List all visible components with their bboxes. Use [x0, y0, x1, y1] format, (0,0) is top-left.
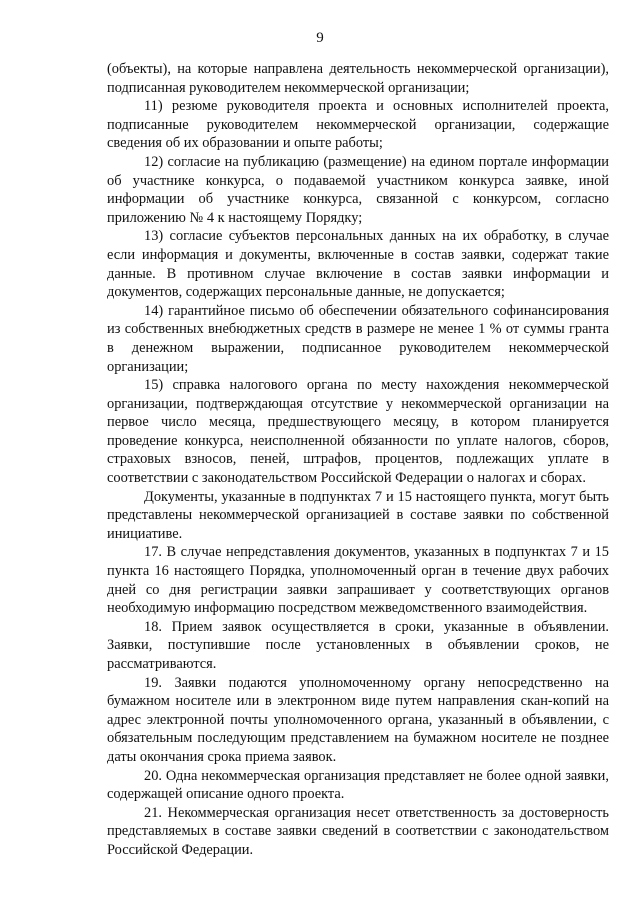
document-body [107, 60, 609, 860]
paragraph-clause-21: 21. Некоммерческая организация несет ответственность за достоверность представляемых в составе заявки сведений в соответствии с законодательством Российской Федерации. [107, 804, 609, 858]
paragraph-clause-20: 20. Одна некоммерческая организация представляет не более одной заявки, содержащей описание одного проекта. [107, 767, 609, 803]
paragraph-continuation: (объекты), на которые направлена деятельность некоммерческой организации), подписанная руководителем некоммерческой организации; [107, 61, 609, 96]
paragraph-documents-note: Документы, указанные в подпунктах 7 и 15 настоящего пункта, могут быть представлены некоммерческой организацией в составе заявки по собственной инициативе. [107, 488, 609, 542]
paragraph-item-11: 11) резюме руководителя проекта и основных исполнителей проекта, подписанные руководителем некоммерческой организации, содержащие сведения об их образовании и опыте работы; [107, 98, 609, 152]
paragraph-clause-17: 17. В случае непредставления документов, указанных в подпунктах 7 и 15 пункта 16 настоящего Порядка, уполномоченный орган в течение двух рабочих дней со дня регистрации заявки запрашивает у соответствующих органов необходимую информацию посредством межведомственного взаимодействия. [107, 544, 609, 617]
paragraph-clause-19: 19. Заявки подаются уполномоченному органу непосредственно на бумажном носителе или в электронном виде путем направления скан-копий на адрес электронной почты уполномоченного органа, указанный в объявлении, с обязательным последующим представлением на бумажном носителе не позднее даты окончания срока приема заявок. [107, 674, 609, 765]
paragraph-item-13: 13) согласие субъектов персональных данных на их обработку, в случае если информация и документы, включенные в состав заявки, содержат такие данные. В противном случае включение в состав заявки информации и документов, содержащих персональные данные, не допускается; [107, 228, 609, 301]
paragraph-clause-18: 18. Прием заявок осуществляется в сроки, указанные в объявлении. Заявки, поступившие после установленных в объявлении сроков, не рассматриваются. [107, 618, 609, 672]
page-number: 9 [316, 30, 324, 46]
paragraph-item-15: 15) справка налогового органа по месту нахождения некоммерческой организации, подтверждающая отсутствие у некоммерческой организации на первое число месяца, предшествующего месяцу, в котором планируется проведение конкурса, неисполненной обязанности по уплате налогов, сборов, страховых взносов, пеней, штрафов, процентов, подлежащих уплате в соответствии с законодательством Российской Федерации о налогах и сборах. [107, 377, 609, 487]
paragraph-item-12: 12) согласие на публикацию (размещение) на едином портале информации об участнике конкурса, о подаваемой участником конкурса заявке, иной информации об участнике конкурса, связанной с конкурсом, согласно приложению № 4 к настоящему Порядку; [107, 153, 609, 226]
paragraph-item-14: 14) гарантийное письмо об обеспечении обязательного софинансирования из собственных внебюджетных средств в размере не менее 1 % от суммы гранта в денежном выражении, подписанное руководителем некоммерческой организации; [107, 302, 609, 375]
